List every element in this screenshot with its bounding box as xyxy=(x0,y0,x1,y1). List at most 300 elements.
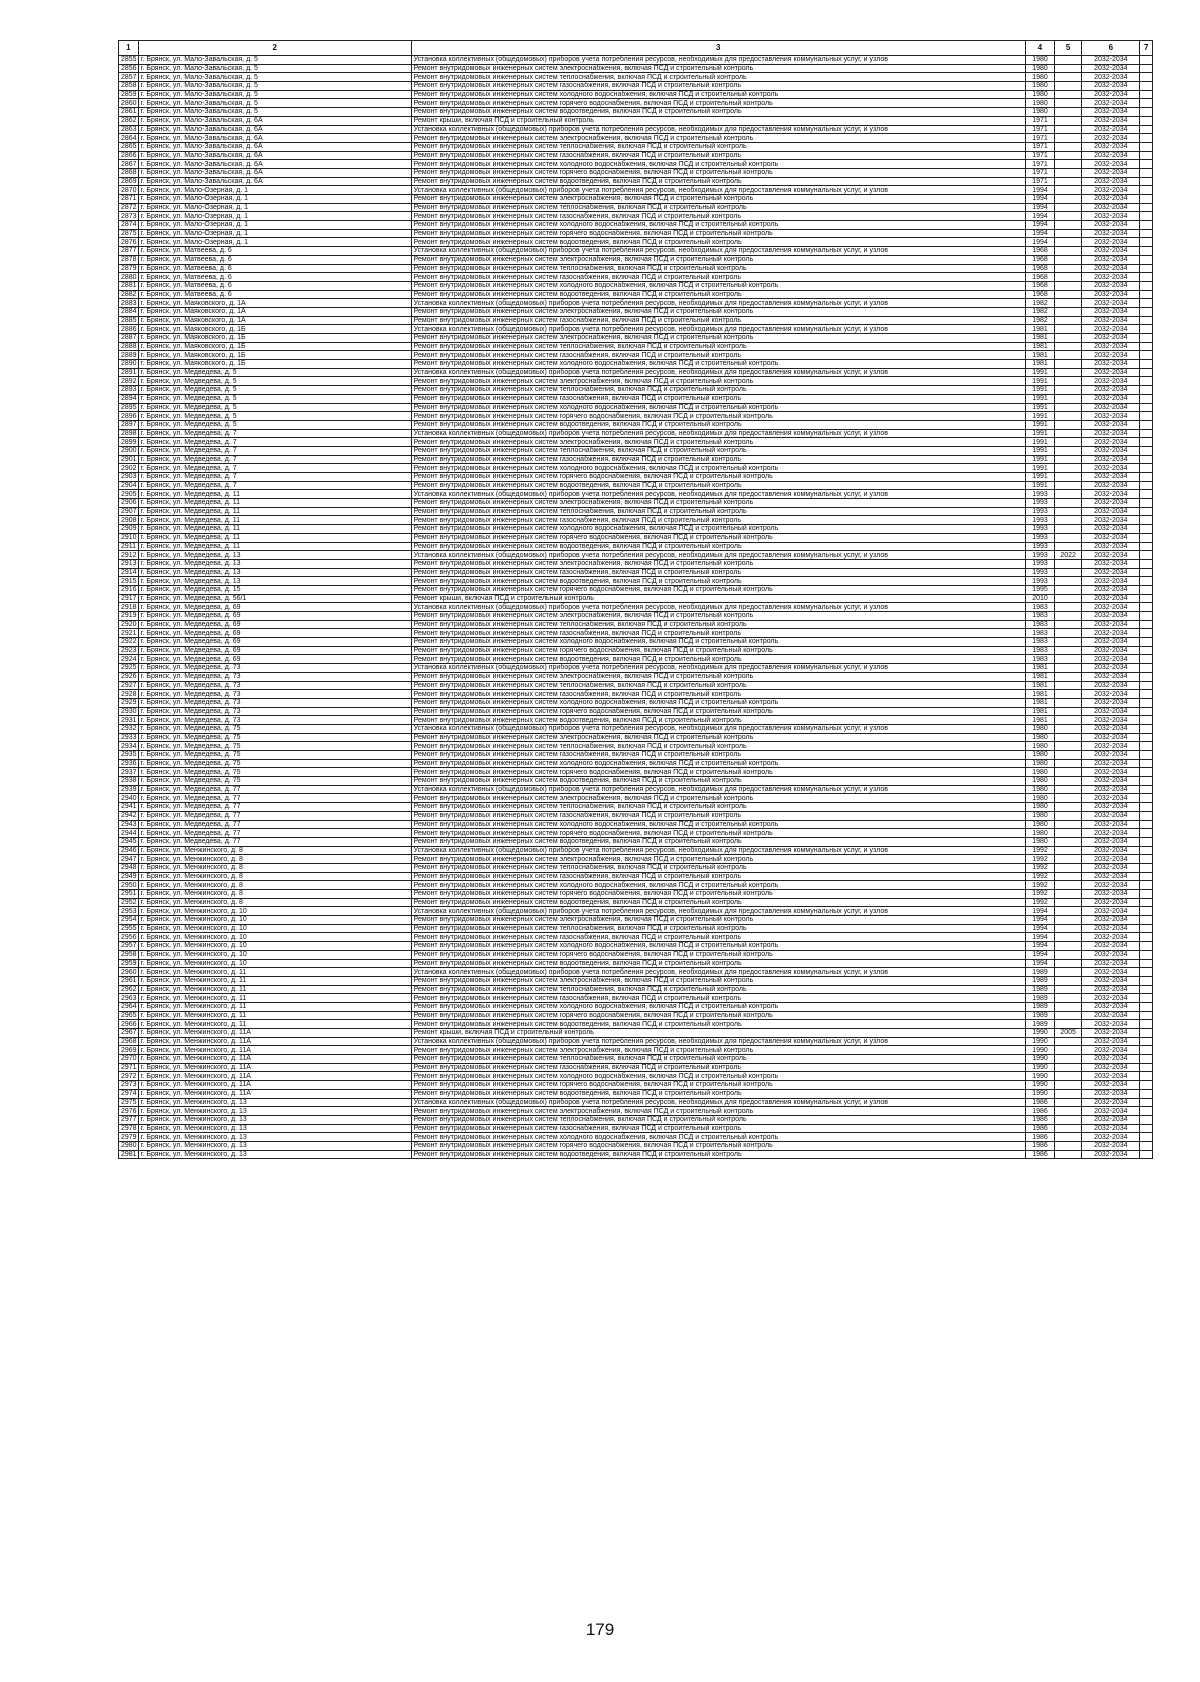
extra-cell xyxy=(1140,1020,1153,1029)
construction-year-cell: 1989 xyxy=(1025,985,1054,994)
construction-year-cell: 1983 xyxy=(1025,646,1054,655)
construction-year-cell: 1991 xyxy=(1025,446,1054,455)
extra-cell xyxy=(1140,742,1153,751)
extra-cell xyxy=(1140,446,1153,455)
planned-period-cell: 2032-2034 xyxy=(1082,551,1140,560)
row-number-cell: 2910 xyxy=(119,533,139,542)
work-type-cell: Установка коллективных (общедомовых) приборов учета потребления ресурсов, необходимых для предоставления коммунальных услуг, и узлов xyxy=(411,186,1025,195)
planned-period-cell: 2032-2034 xyxy=(1082,238,1140,247)
extra-cell xyxy=(1140,994,1153,1003)
row-number-cell: 2962 xyxy=(119,985,139,994)
row-number-cell: 2944 xyxy=(119,829,139,838)
row-number-cell: 2897 xyxy=(119,420,139,429)
address-cell: г. Брянск, ул. Менжинского, д. 11А xyxy=(138,1081,411,1090)
row-number-cell: 2951 xyxy=(119,890,139,899)
row-number-cell: 2870 xyxy=(119,186,139,195)
planned-period-cell: 2032-2034 xyxy=(1082,855,1140,864)
work-type-cell: Ремонт внутридомовых инженерных систем холодного водоснабжения, включая ПСД и строительный контроль xyxy=(411,1002,1025,1011)
extra-cell xyxy=(1140,212,1153,221)
row-number-cell: 2869 xyxy=(119,177,139,186)
extra-cell xyxy=(1140,394,1153,403)
extra-cell xyxy=(1140,594,1153,603)
construction-year-cell: 1971 xyxy=(1025,168,1054,177)
work-type-cell: Ремонт внутридомовых инженерных систем газоснабжения, включая ПСД и строительный контроль xyxy=(411,1063,1025,1072)
row-number-cell: 2960 xyxy=(119,968,139,977)
work-type-cell: Ремонт внутридомовых инженерных систем электроснабжения, включая ПСД и строительный контроль xyxy=(411,255,1025,264)
construction-year-cell: 1983 xyxy=(1025,629,1054,638)
planned-period-cell: 2032-2034 xyxy=(1082,1046,1140,1055)
last-repair-year-cell xyxy=(1055,1150,1082,1159)
table-row xyxy=(119,334,1153,343)
extra-cell xyxy=(1140,959,1153,968)
row-number-cell: 2957 xyxy=(119,942,139,951)
table-row xyxy=(119,890,1153,899)
planned-period-cell: 2032-2034 xyxy=(1082,151,1140,160)
extra-cell xyxy=(1140,1141,1153,1150)
construction-year-cell: 1980 xyxy=(1025,90,1054,99)
extra-cell xyxy=(1140,794,1153,803)
last-repair-year-cell xyxy=(1055,907,1082,916)
address-cell: г. Брянск, ул. Медведева, д. 7 xyxy=(138,473,411,482)
address-cell: г. Брянск, ул. Медведева, д. 75 xyxy=(138,768,411,777)
work-type-cell: Установка коллективных (общедомовых) приборов учета потребления ресурсов, необходимых для предоставления коммунальных услуг, и узлов xyxy=(411,664,1025,673)
extra-cell xyxy=(1140,1089,1153,1098)
construction-year-cell: 1986 xyxy=(1025,1150,1054,1159)
planned-period-cell: 2032-2034 xyxy=(1082,1002,1140,1011)
address-cell: г. Брянск, ул. Менжинского, д. 11А xyxy=(138,1037,411,1046)
planned-period-cell: 2032-2034 xyxy=(1082,507,1140,516)
planned-period-cell: 2032-2034 xyxy=(1082,777,1140,786)
table-row xyxy=(119,959,1153,968)
address-cell: г. Брянск, ул. Медведева, д. 13 xyxy=(138,568,411,577)
work-type-cell: Ремонт внутридомовых инженерных систем горячего водоснабжения, включая ПСД и строительный контроль xyxy=(411,473,1025,482)
extra-cell xyxy=(1140,151,1153,160)
last-repair-year-cell xyxy=(1055,229,1082,238)
table-row xyxy=(119,473,1153,482)
work-type-cell: Ремонт внутридомовых инженерных систем холодного водоснабжения, включая ПСД и строительный контроль xyxy=(411,638,1025,647)
work-type-cell: Ремонт внутридомовых инженерных систем холодного водоснабжения, включая ПСД и строительный контроль xyxy=(411,360,1025,369)
row-number-cell: 2929 xyxy=(119,698,139,707)
last-repair-year-cell xyxy=(1055,811,1082,820)
work-type-cell: Установка коллективных (общедомовых) приборов учета потребления ресурсов, необходимых для предоставления коммунальных услуг, и узлов xyxy=(411,247,1025,256)
extra-cell xyxy=(1140,142,1153,151)
row-number-cell: 2972 xyxy=(119,1072,139,1081)
construction-year-cell: 1994 xyxy=(1025,203,1054,212)
extra-cell xyxy=(1140,933,1153,942)
table-row xyxy=(119,264,1153,273)
work-type-cell: Ремонт внутридомовых инженерных систем водоотведения, включая ПСД и строительный контроль xyxy=(411,655,1025,664)
work-type-cell: Ремонт внутридомовых инженерных систем теплоснабжения, включая ПСД и строительный контроль xyxy=(411,386,1025,395)
last-repair-year-cell xyxy=(1055,1098,1082,1107)
address-cell: г. Брянск, ул. Менжинского, д. 11 xyxy=(138,985,411,994)
work-type-cell: Ремонт внутридомовых инженерных систем теплоснабжения, включая ПСД и строительный контроль xyxy=(411,803,1025,812)
extra-cell xyxy=(1140,56,1153,65)
planned-period-cell: 2032-2034 xyxy=(1082,1011,1140,1020)
table-row xyxy=(119,559,1153,568)
extra-cell xyxy=(1140,307,1153,316)
last-repair-year-cell xyxy=(1055,238,1082,247)
row-number-cell: 2974 xyxy=(119,1089,139,1098)
planned-period-cell: 2032-2034 xyxy=(1082,585,1140,594)
extra-cell xyxy=(1140,811,1153,820)
row-number-cell: 2914 xyxy=(119,568,139,577)
table-row xyxy=(119,412,1153,421)
address-cell: г. Брянск, ул. Мало-Завальская, д. 6А xyxy=(138,142,411,151)
work-type-cell: Ремонт внутридомовых инженерных систем электроснабжения, включая ПСД и строительный контроль xyxy=(411,1107,1025,1116)
extra-cell xyxy=(1140,846,1153,855)
table-row xyxy=(119,1141,1153,1150)
row-number-cell: 2936 xyxy=(119,759,139,768)
row-number-cell: 2881 xyxy=(119,281,139,290)
extra-cell xyxy=(1140,707,1153,716)
planned-period-cell: 2032-2034 xyxy=(1082,716,1140,725)
address-cell: г. Брянск, ул. Мало-Завальская, д. 6А xyxy=(138,134,411,143)
work-type-cell: Ремонт внутридомовых инженерных систем водоотведения, включая ПСД и строительный контроль xyxy=(411,716,1025,725)
construction-year-cell: 1992 xyxy=(1025,863,1054,872)
address-cell: г. Брянск, ул. Медведева, д. 75 xyxy=(138,733,411,742)
last-repair-year-cell xyxy=(1055,151,1082,160)
extra-cell xyxy=(1140,942,1153,951)
construction-year-cell: 1992 xyxy=(1025,872,1054,881)
last-repair-year-cell xyxy=(1055,533,1082,542)
work-type-cell: Ремонт внутридомовых инженерных систем теплоснабжения, включая ПСД и строительный контроль xyxy=(411,863,1025,872)
table-row xyxy=(119,394,1153,403)
last-repair-year-cell xyxy=(1055,203,1082,212)
row-number-cell: 2973 xyxy=(119,1081,139,1090)
last-repair-year-cell xyxy=(1055,698,1082,707)
row-number-cell: 2913 xyxy=(119,559,139,568)
construction-year-cell: 1968 xyxy=(1025,264,1054,273)
construction-year-cell: 1981 xyxy=(1025,334,1054,343)
work-type-cell: Ремонт внутридомовых инженерных систем холодного водоснабжения, включая ПСД и строительный контроль xyxy=(411,281,1025,290)
planned-period-cell: 2032-2034 xyxy=(1082,99,1140,108)
address-cell: г. Брянск, ул. Менжинского, д. 13 xyxy=(138,1107,411,1116)
planned-period-cell: 2032-2034 xyxy=(1082,846,1140,855)
extra-cell xyxy=(1140,803,1153,812)
address-cell: г. Брянск, ул. Маяковского, д. 1А xyxy=(138,307,411,316)
last-repair-year-cell xyxy=(1055,820,1082,829)
last-repair-year-cell xyxy=(1055,177,1082,186)
row-number-cell: 2861 xyxy=(119,108,139,117)
work-type-cell: Ремонт внутридомовых инженерных систем электроснабжения, включая ПСД и строительный контроль xyxy=(411,64,1025,73)
address-cell: г. Брянск, ул. Мало-Завальская, д. 6А xyxy=(138,151,411,160)
construction-year-cell: 1980 xyxy=(1025,785,1054,794)
construction-year-cell: 1991 xyxy=(1025,429,1054,438)
table-row xyxy=(119,238,1153,247)
table-row xyxy=(119,942,1153,951)
construction-year-cell: 1991 xyxy=(1025,403,1054,412)
extra-cell xyxy=(1140,82,1153,91)
row-number-cell: 2931 xyxy=(119,716,139,725)
row-number-cell: 2898 xyxy=(119,429,139,438)
address-cell: г. Брянск, ул. Медведева, д. 7 xyxy=(138,438,411,447)
planned-period-cell: 2032-2034 xyxy=(1082,829,1140,838)
work-type-cell: Ремонт внутридомовых инженерных систем водоотведения, включая ПСД и строительный контроль xyxy=(411,177,1025,186)
last-repair-year-cell xyxy=(1055,803,1082,812)
last-repair-year-cell xyxy=(1055,264,1082,273)
construction-year-cell: 1986 xyxy=(1025,1124,1054,1133)
row-number-cell: 2930 xyxy=(119,707,139,716)
address-cell: г. Брянск, ул. Менжинского, д. 8 xyxy=(138,846,411,855)
last-repair-year-cell xyxy=(1055,733,1082,742)
work-type-cell: Ремонт внутридомовых инженерных систем электроснабжения, включая ПСД и строительный контроль xyxy=(411,438,1025,447)
work-type-cell: Ремонт внутридомовых инженерных систем горячего водоснабжения, включая ПСД и строительный контроль xyxy=(411,533,1025,542)
row-number-cell: 2922 xyxy=(119,638,139,647)
construction-year-cell: 1990 xyxy=(1025,1089,1054,1098)
address-cell: г. Брянск, ул. Матвеева, д. 6 xyxy=(138,290,411,299)
planned-period-cell: 2032-2034 xyxy=(1082,924,1140,933)
construction-year-cell: 1980 xyxy=(1025,803,1054,812)
table-row xyxy=(119,985,1153,994)
extra-cell xyxy=(1140,273,1153,282)
address-cell: г. Брянск, ул. Менжинского, д. 11 xyxy=(138,976,411,985)
construction-year-cell: 1983 xyxy=(1025,603,1054,612)
planned-period-cell: 2032-2034 xyxy=(1082,620,1140,629)
extra-cell xyxy=(1140,863,1153,872)
construction-year-cell: 1980 xyxy=(1025,73,1054,82)
address-cell: г. Брянск, ул. Медведева, д. 7 xyxy=(138,455,411,464)
table-row xyxy=(119,533,1153,542)
address-cell: г. Брянск, ул. Медведева, д. 77 xyxy=(138,785,411,794)
construction-year-cell: 1981 xyxy=(1025,698,1054,707)
extra-cell xyxy=(1140,1107,1153,1116)
address-cell: г. Брянск, ул. Медведева, д. 5 xyxy=(138,368,411,377)
last-repair-year-cell xyxy=(1055,386,1082,395)
work-type-cell: Ремонт внутридомовых инженерных систем электроснабжения, включая ПСД и строительный контроль xyxy=(411,377,1025,386)
table-row xyxy=(119,307,1153,316)
work-type-cell: Ремонт внутридомовых инженерных систем газоснабжения, включая ПСД и строительный контроль xyxy=(411,751,1025,760)
construction-year-cell: 1992 xyxy=(1025,846,1054,855)
table-row xyxy=(119,594,1153,603)
construction-year-cell: 1993 xyxy=(1025,568,1054,577)
row-number-cell: 2868 xyxy=(119,168,139,177)
address-cell: г. Брянск, ул. Мало-Завальская, д. 5 xyxy=(138,64,411,73)
table-row xyxy=(119,664,1153,673)
extra-cell xyxy=(1140,316,1153,325)
table-row xyxy=(119,64,1153,73)
last-repair-year-cell xyxy=(1055,490,1082,499)
last-repair-year-cell xyxy=(1055,1124,1082,1133)
last-repair-year-cell xyxy=(1055,516,1082,525)
last-repair-year-cell xyxy=(1055,108,1082,117)
extra-cell xyxy=(1140,334,1153,343)
work-type-cell: Ремонт внутридомовых инженерных систем горячего водоснабжения, включая ПСД и строительный контроль xyxy=(411,1081,1025,1090)
extra-cell xyxy=(1140,255,1153,264)
address-cell: г. Брянск, ул. Менжинского, д. 11 xyxy=(138,994,411,1003)
row-number-cell: 2955 xyxy=(119,924,139,933)
planned-period-cell: 2032-2034 xyxy=(1082,950,1140,959)
work-type-cell: Ремонт внутридомовых инженерных систем электроснабжения, включая ПСД и строительный контроль xyxy=(411,1046,1025,1055)
last-repair-year-cell xyxy=(1055,664,1082,673)
address-cell: г. Брянск, ул. Менжинского, д. 13 xyxy=(138,1133,411,1142)
work-type-cell: Ремонт внутридомовых инженерных систем электроснабжения, включая ПСД и строительный контроль xyxy=(411,134,1025,143)
work-type-cell: Ремонт внутридомовых инженерных систем теплоснабжения, включая ПСД и строительный контроль xyxy=(411,1115,1025,1124)
extra-cell xyxy=(1140,499,1153,508)
extra-cell xyxy=(1140,377,1153,386)
address-cell: г. Брянск, ул. Медведева, д. 11 xyxy=(138,490,411,499)
planned-period-cell: 2032-2034 xyxy=(1082,1020,1140,1029)
work-type-cell: Ремонт внутридомовых инженерных систем холодного водоснабжения, включая ПСД и строительный контроль xyxy=(411,525,1025,534)
column-header-2: 2 xyxy=(138,41,411,56)
last-repair-year-cell xyxy=(1055,1115,1082,1124)
planned-period-cell: 2032-2034 xyxy=(1082,559,1140,568)
extra-cell xyxy=(1140,950,1153,959)
work-type-cell: Ремонт внутридомовых инженерных систем холодного водоснабжения, включая ПСД и строительный контроль xyxy=(411,403,1025,412)
table-row xyxy=(119,777,1153,786)
row-number-cell: 2895 xyxy=(119,403,139,412)
last-repair-year-cell xyxy=(1055,221,1082,230)
row-number-cell: 2971 xyxy=(119,1063,139,1072)
row-number-cell: 2976 xyxy=(119,1107,139,1116)
work-type-cell: Ремонт внутридомовых инженерных систем газоснабжения, включая ПСД и строительный контроль xyxy=(411,994,1025,1003)
extra-cell xyxy=(1140,1081,1153,1090)
construction-year-cell: 1990 xyxy=(1025,1063,1054,1072)
extra-cell xyxy=(1140,90,1153,99)
address-cell: г. Брянск, ул. Медведева, д. 77 xyxy=(138,811,411,820)
row-number-cell: 2947 xyxy=(119,855,139,864)
work-type-cell: Ремонт внутридомовых инженерных систем теплоснабжения, включая ПСД и строительный контроль xyxy=(411,924,1025,933)
extra-cell xyxy=(1140,855,1153,864)
page-number: 179 xyxy=(585,1620,615,1639)
planned-period-cell: 2032-2034 xyxy=(1082,724,1140,733)
construction-year-cell: 1989 xyxy=(1025,994,1054,1003)
address-cell: г. Брянск, ул. Мало-Озерная, д. 1 xyxy=(138,186,411,195)
construction-year-cell: 1989 xyxy=(1025,968,1054,977)
table-row xyxy=(119,1046,1153,1055)
address-cell: г. Брянск, ул. Медведева, д. 73 xyxy=(138,690,411,699)
table-row xyxy=(119,177,1153,186)
row-number-cell: 2917 xyxy=(119,594,139,603)
construction-year-cell: 1980 xyxy=(1025,811,1054,820)
extra-cell xyxy=(1140,1011,1153,1020)
work-type-cell: Ремонт внутридомовых инженерных систем газоснабжения, включая ПСД и строительный контроль xyxy=(411,82,1025,91)
row-number-cell: 2925 xyxy=(119,664,139,673)
planned-period-cell: 2032-2034 xyxy=(1082,612,1140,621)
planned-period-cell: 2032-2034 xyxy=(1082,73,1140,82)
planned-period-cell: 2032-2034 xyxy=(1082,394,1140,403)
table-row xyxy=(119,108,1153,117)
work-type-cell: Ремонт внутридомовых инженерных систем газоснабжения, включая ПСД и строительный контроль xyxy=(411,394,1025,403)
address-cell: г. Брянск, ул. Медведева, д. 77 xyxy=(138,794,411,803)
extra-cell xyxy=(1140,533,1153,542)
extra-cell xyxy=(1140,412,1153,421)
work-type-cell: Ремонт внутридомовых инженерных систем газоснабжения, включая ПСД и строительный контроль xyxy=(411,212,1025,221)
address-cell: г. Брянск, ул. Мало-Озерная, д. 1 xyxy=(138,238,411,247)
extra-cell xyxy=(1140,716,1153,725)
address-cell: г. Брянск, ул. Медведева, д. 11 xyxy=(138,507,411,516)
address-cell: г. Брянск, ул. Медведева, д. 69 xyxy=(138,638,411,647)
planned-period-cell: 2032-2034 xyxy=(1082,907,1140,916)
extra-cell xyxy=(1140,351,1153,360)
extra-cell xyxy=(1140,698,1153,707)
address-cell: г. Брянск, ул. Мало-Завальская, д. 5 xyxy=(138,56,411,65)
extra-cell xyxy=(1140,759,1153,768)
row-number-cell: 2878 xyxy=(119,255,139,264)
table-row xyxy=(119,455,1153,464)
last-repair-year-cell xyxy=(1055,950,1082,959)
work-type-cell: Ремонт внутридомовых инженерных систем газоснабжения, включая ПСД и строительный контроль xyxy=(411,568,1025,577)
table-row xyxy=(119,134,1153,143)
extra-cell xyxy=(1140,481,1153,490)
construction-year-cell: 1980 xyxy=(1025,837,1054,846)
work-type-cell: Ремонт внутридомовых инженерных систем горячего водоснабжения, включая ПСД и строительный контроль xyxy=(411,412,1025,421)
row-number-cell: 2863 xyxy=(119,125,139,134)
extra-cell xyxy=(1140,299,1153,308)
construction-year-cell: 1993 xyxy=(1025,499,1054,508)
last-repair-year-cell xyxy=(1055,281,1082,290)
row-number-cell: 2977 xyxy=(119,1115,139,1124)
last-repair-year-cell xyxy=(1055,542,1082,551)
row-number-cell: 2928 xyxy=(119,690,139,699)
table-row xyxy=(119,1089,1153,1098)
row-number-cell: 2935 xyxy=(119,751,139,760)
construction-year-cell: 1986 xyxy=(1025,1133,1054,1142)
planned-period-cell: 2032-2034 xyxy=(1082,1063,1140,1072)
row-number-cell: 2912 xyxy=(119,551,139,560)
last-repair-year-cell xyxy=(1055,690,1082,699)
construction-year-cell: 1991 xyxy=(1025,412,1054,421)
planned-period-cell: 2032-2034 xyxy=(1082,264,1140,273)
extra-cell xyxy=(1140,733,1153,742)
table-row xyxy=(119,325,1153,334)
work-type-cell: Ремонт внутридомовых инженерных систем водоотведения, включая ПСД и строительный контроль xyxy=(411,837,1025,846)
work-type-cell: Ремонт внутридомовых инженерных систем газоснабжения, включая ПСД и строительный контроль xyxy=(411,933,1025,942)
work-type-cell: Установка коллективных (общедомовых) приборов учета потребления ресурсов, необходимых для предоставления коммунальных услуг, и узлов xyxy=(411,1037,1025,1046)
construction-year-cell: 1991 xyxy=(1025,481,1054,490)
row-number-cell: 2875 xyxy=(119,229,139,238)
work-type-cell: Ремонт внутридомовых инженерных систем газоснабжения, включая ПСД и строительный контроль xyxy=(411,690,1025,699)
table-row xyxy=(119,872,1153,881)
row-number-cell: 2884 xyxy=(119,307,139,316)
address-cell: г. Брянск, ул. Менжинского, д. 13 xyxy=(138,1115,411,1124)
table-row xyxy=(119,125,1153,134)
work-type-cell: Ремонт внутридомовых инженерных систем теплоснабжения, включая ПСД и строительный контроль xyxy=(411,985,1025,994)
construction-year-cell: 1980 xyxy=(1025,733,1054,742)
work-type-cell: Ремонт внутридомовых инженерных систем электроснабжения, включая ПСД и строительный контроль xyxy=(411,855,1025,864)
table-row xyxy=(119,672,1153,681)
work-type-cell: Ремонт внутридомовых инженерных систем холодного водоснабжения, включая ПСД и строительный контроль xyxy=(411,759,1025,768)
row-number-cell: 2903 xyxy=(119,473,139,482)
planned-period-cell: 2032-2034 xyxy=(1082,325,1140,334)
last-repair-year-cell xyxy=(1055,212,1082,221)
construction-year-cell: 1991 xyxy=(1025,420,1054,429)
row-number-cell: 2867 xyxy=(119,160,139,169)
row-number-cell: 2961 xyxy=(119,976,139,985)
row-number-cell: 2899 xyxy=(119,438,139,447)
address-cell: г. Брянск, ул. Медведева, д. 73 xyxy=(138,681,411,690)
row-number-cell: 2923 xyxy=(119,646,139,655)
planned-period-cell: 2032-2034 xyxy=(1082,420,1140,429)
construction-year-cell: 1980 xyxy=(1025,56,1054,65)
table-row xyxy=(119,195,1153,204)
address-cell: г. Брянск, ул. Менжинского, д. 10 xyxy=(138,924,411,933)
planned-period-cell: 2032-2034 xyxy=(1082,229,1140,238)
planned-period-cell: 2032-2034 xyxy=(1082,733,1140,742)
extra-cell xyxy=(1140,386,1153,395)
work-type-cell: Установка коллективных (общедомовых) приборов учета потребления ресурсов, необходимых для предоставления коммунальных услуг, и узлов xyxy=(411,724,1025,733)
construction-year-cell: 1993 xyxy=(1025,516,1054,525)
planned-period-cell: 2032-2034 xyxy=(1082,299,1140,308)
address-cell: г. Брянск, ул. Медведева, д. 69 xyxy=(138,629,411,638)
table-row xyxy=(119,420,1153,429)
table-row xyxy=(119,707,1153,716)
planned-period-cell: 2032-2034 xyxy=(1082,898,1140,907)
table-row xyxy=(119,281,1153,290)
planned-period-cell: 2032-2034 xyxy=(1082,56,1140,65)
row-number-cell: 2921 xyxy=(119,629,139,638)
row-number-cell: 2964 xyxy=(119,1002,139,1011)
address-cell: г. Брянск, ул. Медведева, д. 13 xyxy=(138,559,411,568)
